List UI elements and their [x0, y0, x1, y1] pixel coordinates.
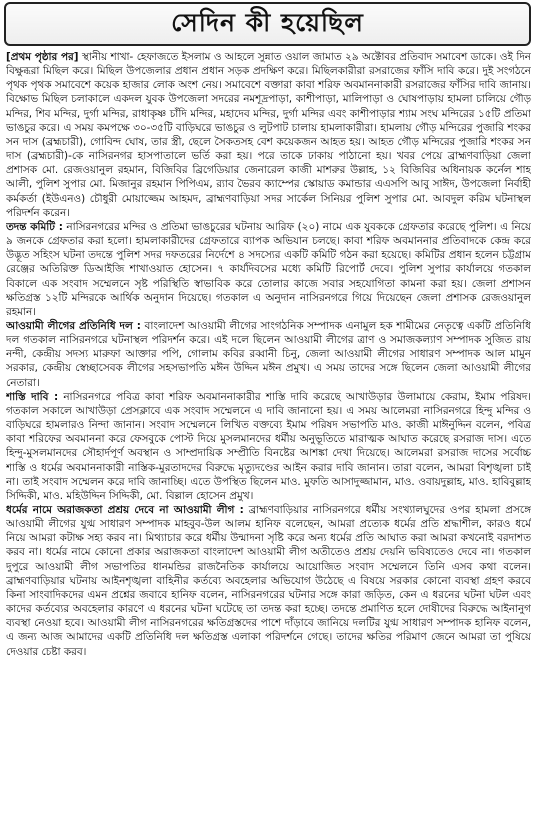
- paragraph-awami-league-statement: [6, 503, 531, 659]
- article-body: [6, 50, 531, 824]
- paragraph-text: স্থানীয় শাখা- হেফাজতে ইসলাম ও আহলে সুন্নাত ওয়াল জামাত ২৯ অক্টোবর প্রতিবাদ সমাবেশ ডাকে। ওই দিন বিক্ষুব্ধরা মিছিল করে। মিছিল উপজেলার প্রধান প্রধান সড়ক প্রদক্ষিণ করে। মিছিলকারীরা রসরাজের ফাঁসি দাবি করে। দুই সংগঠনে পৃথক পৃথক সমাবেশে কয়েক হাজার লোক অংশ নেয়। সমাবেশে বক্তারা কাবা শরিফ অবমাননাকারী রসরাজের ফাঁসির দাবি জানায়। বিক্ষোভ মিছিল চলাকালে একদল যুবক উপজেলা সদরের নমশূদ্রপাড়া, কাশীপাড়া, মালিপাড়া ও ঘোষপাড়ায় হামলা চালিয়ে গৌড় মন্দির, শিব মন্দির, দুর্গা মন্দির, রাধাকৃষ্ণ চাঁদি মন্দির, মহাদেব মন্দির, দুর্গা মন্দির এবং কাশীপাড়ার শ্যাম সংঘ মন্দিরের ১৫টি প্রতিমা ভাঙচুর করে। এ সময় কমপক্ষে ৩০-৩৫টি বাড়িঘরে ভাঙচুর ও লুটপাট চালায় হামলাকারীরা। হামলায় গৌড় মন্দিরের পুজারি শংকর সন দাস (ব্রহ্মচারী), গোবিন্দ ঘোষ, তার স্ত্রী, ছেলে সৈকতসহ বেশ কয়েকজন আহত হয়। আহত গৌড় মন্দিরের পুজারি শংকর সন দাস (ব্রহ্মচারী)-কে নাসিরনগর হাসপাতালে ভর্তি করা হয়। পরে তাকে ঢাকায় পাঠানো হয়। খবর পেয়ে ব্রাহ্মণবাড়িয়া জেলা প্রশাসক মো. রেজওয়ানুল রহমান, বিজিবির ব্রিগেডিয়ার জেনারেল কাজী মাশরুর উল্লাহ, ১২ বিজিবির অধিনায়ক কর্নেল শাহ আলী, পুলিশ সুপার মো. মিজানুর রহমান পিপিএম, র‍্যাব ভৈরব ক্যাম্পের স্কোয়াড কমান্ডার এএসপি আবু সাঈদ, উপজেলা নির্বাহী কর্মকর্তা (ইউএনও) চৌধুরী মোয়াজ্জেম আহমদ, ব্রাহ্মণবাড়িয়া সদর সার্কেল সিনিয়র পুলিশ সুপার মো. আবদুল করিম ঘটনাস্থল পরিদর্শন করেন।: [6, 51, 531, 219]
- headline-title: সেদিন কী হয়েছিল: [171, 7, 364, 37]
- paragraph-text: নাসিরনগরের মন্দির ও প্রতিমা ভাঙচুরের ঘটনায় আরিফ (২০) নামে এক যুবককে গ্রেফতার করেছে পুলিশ। এ নিয়ে ৯ জনকে গ্রেফতার করা হলো। হামলাকারীদের গ্রেফতারে ব্যাপক অভিযান চলছে। কাবা শরিফ অবমাননার প্রতিবাদকে কেন্দ্র করে উদ্ভূত সহিংস ঘটনা তদন্তে পুলিশ সদর দফতরের নির্দেশে ৪ সদস্যের একটি কমিটি গঠন করা হয়েছে। কমিটির প্রধান হলেন চট্টগ্রাম রেঞ্জের অতিরিক্ত ডিআইজি শাখাওয়াত হোসেন। ৭ কার্যদিবসের মধ্যে কমিটি রিপোর্ট দেবে। পুলিশ সুপার কার্যালয়ে গতকাল বিকালে এক সংবাদ সম্মেলনে সৃষ্ট পরিস্থিতি স্বাভাবিক করে তোলার কাজে সবার সহযোগিতা কামনা করা হয়। জেলা প্রশাসন ক্ষতিগ্রস্ত ১২টি মন্দিরকে আর্থিক অনুদান দিয়েছে। গতকাল এ অনুদান নাসিরনগরে গিয়ে দিয়েছেন জেলা প্রশাসক রেজওয়ানুল রহমান।: [6, 220, 531, 318]
- paragraph-intro: [6, 50, 531, 220]
- paragraph-text: ব্রাহ্মণবাড়িয়ার নাসিরনগরে ধর্মীয় সংখ্যালঘুদের ওপর হামলা প্রসঙ্গে আওয়ামী লীগের যুগ্ম সাধারণ সম্পাদক মাহবুব-উল আলম হানিফ বলেছেন, আমরা প্রত্যেক ধর্মের প্রতি শ্রদ্ধাশীল, কারও ধর্মে নিয়ে আমরা কটাক্ষ সহ্য করব না। মিথ্যাচার করে ধর্মীয় উন্মাদনা সৃষ্টি করে অন্য ধর্মের প্রতি আঘাত করা আমরা কখনোই বরদাশত করব না। ধর্মের নামে কোনো প্রকার অরাজকতা বাংলাদেশ আওয়ামী লীগ অতীতেও প্রশ্রয় দেয়নি ভবিষ্যতেও দেবে না। গতকাল দুপুরে আওয়ামী লীগ সভাপতির ধানমন্ডির রাজনৈতিক কার্যালয়ে আয়োজিত সংবাদ সম্মেলনে তিনি এসব কথা বলেন। ব্রাহ্মণবাড়িয়ার ঘটনায় আইনশৃঙ্খলা বাহিনীর কর্তব্যে অবহেলার অভিযোগ উঠেছে এ বিষয়ে সরকার কোনো ব্যবস্থা গ্রহণ করবে কিনা সাংবাদিকদের এমন প্রশ্নের জবাবে হানিফ বলেন, নাসিরনগরের ঘটনার সঙ্গে কারা জড়িত, কেন এ ধরনের ঘটনা ঘটল এবং কাদের কর্তব্যের অবহেলার কারণে এ ধরনের ঘটনা ঘটেছে তা তদন্ত করা হচ্ছে। তদন্তে প্রমাণিত হলে দোষীদের বিরুদ্ধে আইনানুগ ব্যবস্থা নেওয়া হবে। আওয়ামী লীগ নাসিরনগরের ক্ষতিগ্রস্তদের পাশে দাঁড়াবে জানিয়ে দলটির যুগ্ম সাধারণ সম্পাদক হানিফ বলেন, এ জন্য আজ আমাদের একটি প্রতিনিধি দল ক্ষতিগ্রস্ত এলাকা পরিদর্শনে গেছে। তাদের ক্ষতির পরিমাণ জেনে আমরা তা পুষিয়ে দেওয়ার চেষ্টা করব।: [6, 504, 531, 658]
- paragraph-delegation: [6, 319, 531, 390]
- paragraph-text: নাসিরনগরে পবিত্র কাবা শরিফ অবমাননাকারীর শাস্তি দাবি করেছে আখাউড়ার উলামায়ে কেরাম, ইমাম পরিষদ। গতকাল সকালে আখাউড়া প্রেসক্লাবে এক সংবাদ সম্মেলনে এ দাবি জানানো হয়। এ সময় আলেমরা নাসিরনগরে হিন্দু মন্দির ও বাড়িঘরে হামলারও নিন্দা জানান। সংবাদ সম্মেলনে লিখিত বক্তব্যে ইমাম পরিষদ সভাপতি মাও. কাজী মাঈনুদ্দিন বলেন, পবিত্র কাবা শরিফের অবমাননা করে ফেসবুকে পোস্ট দিয়ে মুসলমানদের ধর্মীয় অনুভূতিতে মারাত্মক আঘাত করেছে রসরাজ দাস। এতে হিন্দু-মুসলমানদের সৌহার্দপূর্ণ অবস্থান ও সাম্প্রদায়িক সম্প্রীতি বিনষ্টের আশঙ্কা দেখা দিয়েছে। আলেমরা রসরাজ দাসের সর্বোচ্চ শাস্তি ও ধর্মের অবমাননাকারী নাস্তিক-মুরতাদদের বিরুদ্ধে মৃত্যুদণ্ডের আইন করার দাবি জানান। তারা বলেন, আমরা বিশৃঙ্খলা চাই না। তাই সংবাদ সম্মেলন করে দাবি জানাচ্ছি। এতে উপস্থিত ছিলেন মাও. মুফতি আসাদুজ্জামান, মাও. ওবায়দুল্লাহ, মাও. হাবিবুল্লাহ সিদ্দিকী, মাও. মহিউদ্দিন সিদ্দিকী, মো. বিল্লাল হোসেন প্রমুখ।: [6, 390, 531, 502]
- headline-banner: [4, 2, 531, 46]
- continued-from-front-page: [প্রথম পৃষ্ঠার পর]: [6, 51, 79, 63]
- subheading-investigation-committee: তদন্ত কমিটি :: [6, 220, 63, 233]
- paragraph-punishment-demand: [6, 390, 531, 503]
- subheading-awami-league-delegation: আওয়ামী লীগের প্রতিনিধি দল :: [6, 319, 141, 332]
- paragraph-text: বাংলাদেশ আওয়ামী লীগের সাংগঠনিক সম্পাদক এনামুল হক শামীমের নেতৃত্বে একটি প্রতিনিধি দল গতকাল নাসিরনগরে ঘটনাস্থল পরিদর্শন করে। এই দলে ছিলেন আওয়ামী লীগের ত্রাণ ও সমাজকল্যাণ সম্পাদক সুজিত রায় নন্দী, কেন্দ্রীয় সদস্য মারুফা আক্তার পপি, গোলাম কবির রব্বানী চিনু, জেলা আওয়ামী লীগের সাধারণ সম্পাদক আল মামুন সরকার, কেন্দ্রীয় স্বেচ্ছাসেবক লীগের সহসভাপতি মঈন উদ্দিন মঈন প্রমুখ। এ সময় তাদের সঙ্গে ছিলেন জেলা আওয়ামী লীগের নেতারা।: [6, 319, 531, 389]
- subheading-punishment-demand: শাস্তি দাবি :: [6, 390, 59, 403]
- paragraph-investigation: [6, 220, 531, 319]
- subheading-awami-league-statement: ধর্মের নামে অরাজকতা প্রশ্রয় দেবে না আওয়ামী লীগ :: [6, 504, 244, 516]
